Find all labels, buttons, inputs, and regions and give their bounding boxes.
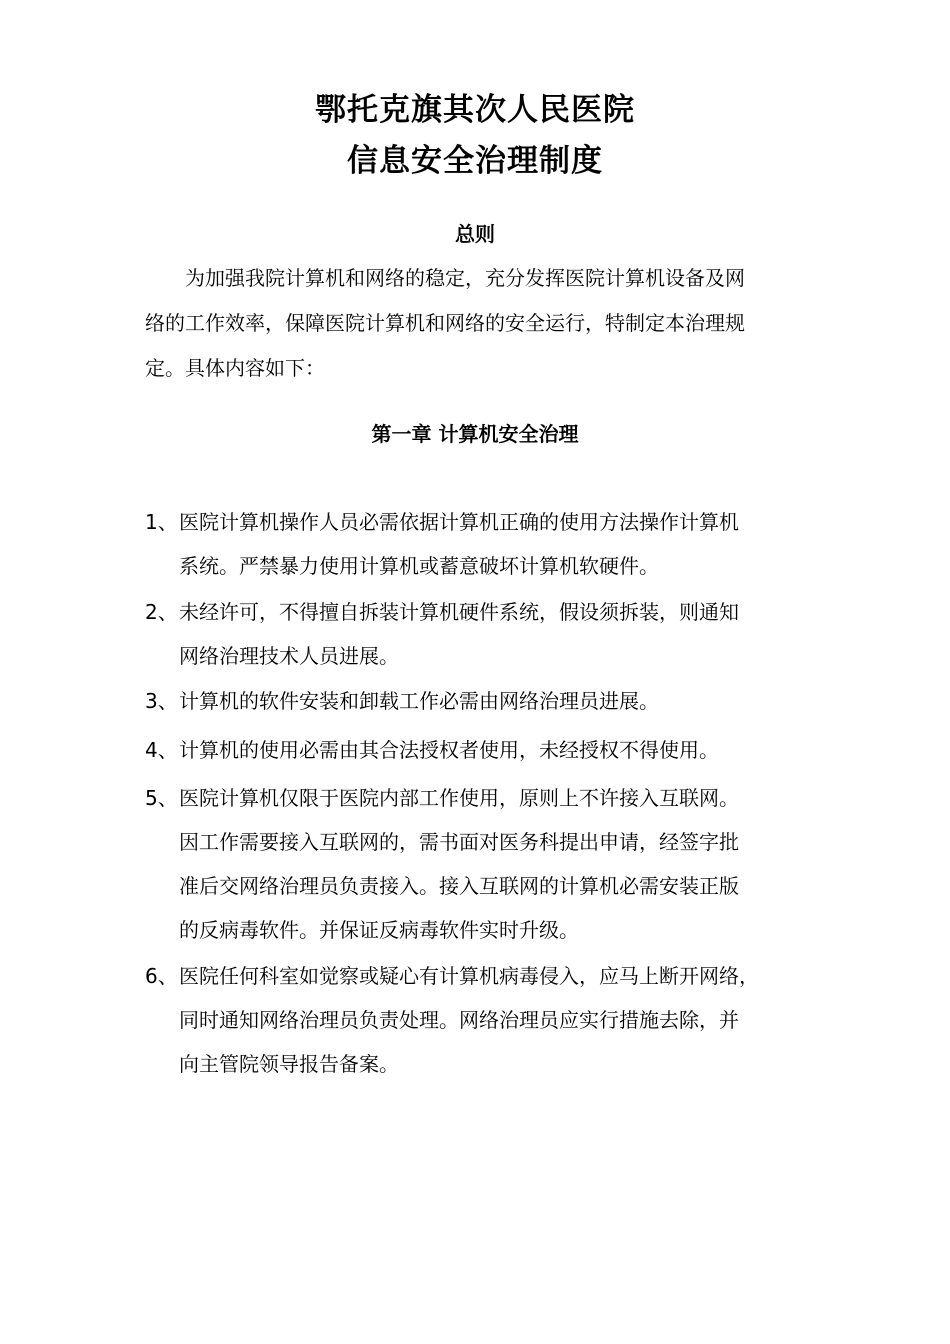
list-item-number: 3、 bbox=[145, 689, 178, 713]
list-item-line: 计算机的使用必需由其合法授权者使用，未经授权不得使用。 bbox=[179, 738, 719, 762]
list-item bbox=[145, 776, 810, 952]
list-item-line: 医院计算机仅限于医院内部工作使用，原则上不许接入互联网。 bbox=[179, 786, 739, 810]
list-item bbox=[145, 679, 810, 723]
document-title-line-2: 信息安全治理制度 bbox=[347, 143, 603, 179]
general-paragraph bbox=[145, 256, 807, 391]
list-item-number: 6、 bbox=[145, 964, 178, 988]
list-item-line: 计算机的软件安装和卸载工作必需由网络治理员进展。 bbox=[179, 689, 659, 713]
chapter-1-heading: 第一章 计算机安全治理 bbox=[371, 422, 579, 446]
list-item-line: 医院计算机操作人员必需依据计算机正确的使用方法操作计算机 bbox=[179, 510, 739, 534]
list-item-body bbox=[179, 679, 810, 723]
list-item-line: 同时通知网络治理员负责处理。网络治理员应实行措施去除，并 bbox=[179, 1008, 739, 1032]
list-item-line: 网络治理技术人员进展。 bbox=[179, 644, 399, 668]
list-item bbox=[145, 728, 810, 772]
document-title-line-1: 鄂托克旗其次人民医院 bbox=[315, 92, 635, 128]
paragraph-line: 络的工作效率，保障医院计算机和网络的安全运行，特制定本治理规 bbox=[145, 311, 745, 335]
list-item bbox=[145, 954, 810, 1086]
list-item bbox=[145, 590, 810, 678]
list-item-line: 系统。严禁暴力使用计算机或蓄意破坏计算机软硬件。 bbox=[179, 554, 659, 578]
list-item-line: 的反病毒软件。并保证反病毒软件实时升级。 bbox=[179, 918, 579, 942]
general-heading: 总则 bbox=[455, 222, 495, 246]
list-item-body bbox=[179, 590, 810, 678]
list-item-line: 医院任何科室如觉察或疑心有计算机病毒侵入，应马上断开网络， bbox=[179, 964, 759, 988]
list-item-number: 2、 bbox=[145, 600, 178, 624]
list-item-number: 4、 bbox=[145, 738, 178, 762]
list-item-line: 向主管院领导报告备案。 bbox=[179, 1052, 399, 1076]
paragraph-line: 为加强我院计算机和网络的稳定，充分发挥医院计算机设备及网 bbox=[145, 266, 745, 290]
list-item-number: 1、 bbox=[145, 510, 178, 534]
list-item-body bbox=[179, 728, 810, 772]
list-item-line: 未经许可，不得擅自拆装计算机硬件系统，假设须拆装，则通知 bbox=[179, 600, 739, 624]
paragraph-line: 定。具体内容如下： bbox=[145, 356, 325, 380]
list-item-body bbox=[179, 500, 810, 588]
list-item-line: 准后交网络治理员负责接入。接入互联网的计算机必需安装正版 bbox=[179, 874, 739, 898]
list-item-number: 5、 bbox=[145, 786, 178, 810]
list-item-body bbox=[179, 776, 810, 952]
list-item-body bbox=[179, 954, 810, 1086]
list-item-line: 因工作需要接入互联网的，需书面对医务科提出申请，经签字批 bbox=[179, 830, 739, 854]
list-item bbox=[145, 500, 810, 588]
